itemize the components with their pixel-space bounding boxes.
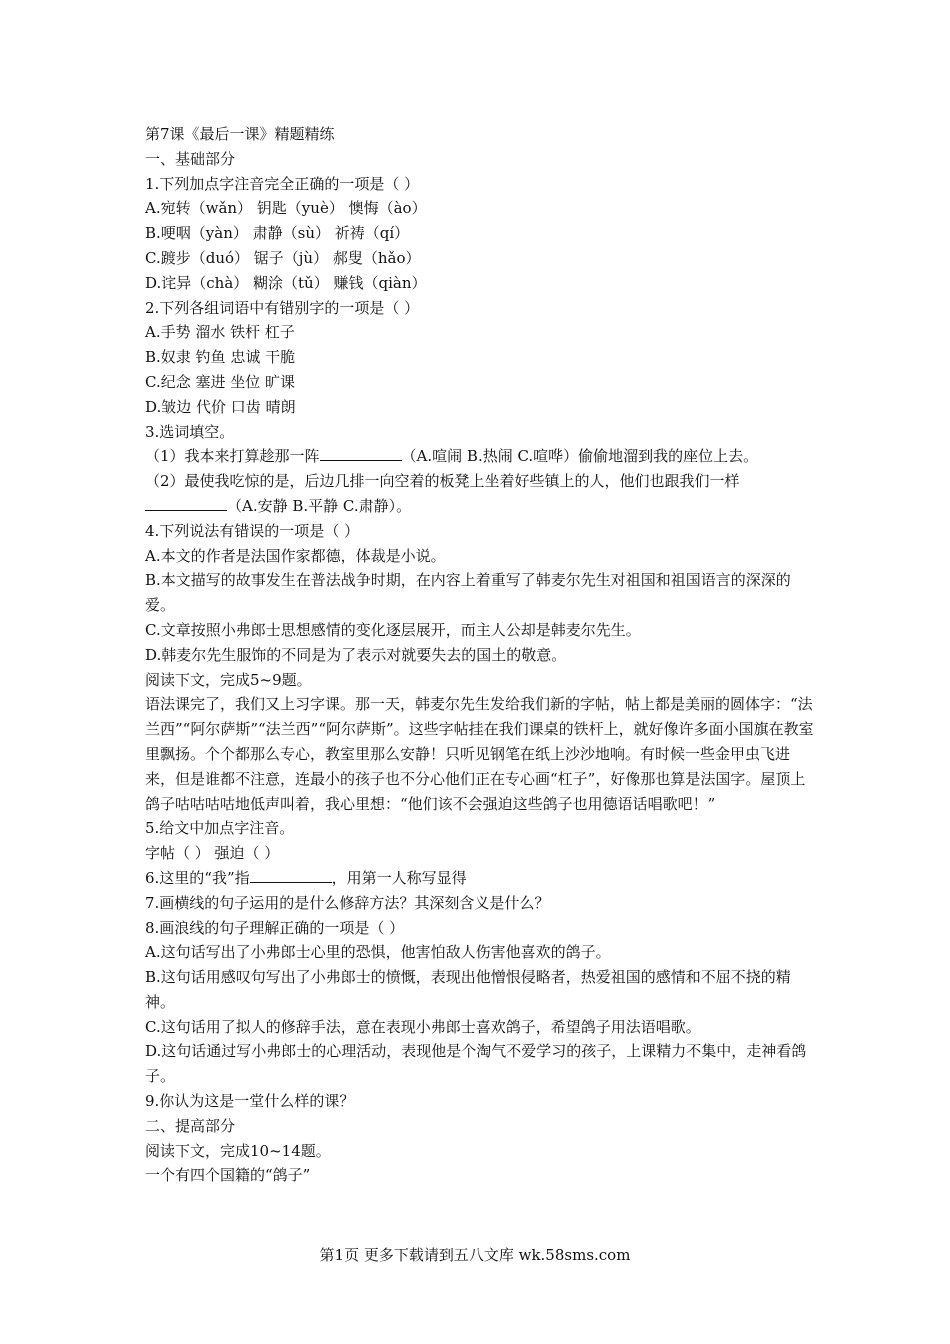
- question-5-items: 字帖（ ） 强迫（ ）: [145, 844, 280, 863]
- question-4-option-d: D.韩麦尔先生服饰的不同是为了表示对就要失去的国土的敬意。: [145, 645, 567, 664]
- question-6-post: ，用第一人称写显得: [331, 868, 467, 887]
- section-heading: 二、提高部分: [145, 1116, 236, 1135]
- answer-blank: [145, 494, 227, 511]
- question-1-option-b: B.哽咽（yàn） 肃静（sù） 祈祷（qí）: [145, 224, 410, 243]
- question-2-option-d: D.皱边 代价 口齿 晴朗: [145, 397, 296, 416]
- question-2-option-b: B.奴隶 钓鱼 忠诚 干脆: [145, 348, 296, 367]
- question-3-sentence-2: [145, 469, 815, 519]
- page-footer: 第1页 更多下载请到五八文库 wk.58sms.com: [319, 1246, 631, 1264]
- question-3-sentence-2-pre: （2）最使我吃惊的是，后边几排一向空着的板凳上坐着好些镇上的人，他们也跟我们一样: [145, 472, 740, 491]
- answer-blank: [250, 866, 332, 883]
- question-7: 7.画横线的句子运用的是什么修辞方法？其深刻含义是什么？: [145, 893, 550, 912]
- question-1-option-a: A.宛转（wǎn） 钥匙（yuè） 懊悔（ào）: [145, 199, 427, 218]
- question-6: [145, 866, 815, 891]
- question-8-option-b: B.这句话用感叹句写出了小弗郎士的愤慨，表现出他憎恨侵略者，热爱祖国的感情和不屈不挠的精神。: [145, 968, 791, 1011]
- reading-intro: 阅读下文，完成10~14题。: [145, 1141, 331, 1160]
- question-4-option-b: B.本文描写的故事发生在普法战争时期，在内容上着重写了韩麦尔先生对祖国和祖国语言的深深的爱。: [145, 571, 791, 615]
- question-8-option-c: C.这句话用了拟人的修辞手法，意在表现小弗郎士喜欢鸽子，希望鸽子用法语唱歌。: [145, 1017, 701, 1036]
- question-5-stem: 5.给文中加点字注音。: [145, 819, 295, 838]
- question-2-stem: 2.下列各组词语中有错别字的一项是（ ）: [145, 298, 420, 317]
- question-8-option-a: A.这句话写出了小弗郎士心里的恐惧，他害怕敌人伤害他喜欢的鸽子。: [145, 943, 611, 962]
- question-1-option-d: D.诧异（chà） 糊涂（tǔ） 赚钱（qiàn）: [145, 273, 427, 292]
- question-3-sentence-1: [145, 444, 815, 469]
- question-6-pre: 6.这里的“我”指: [145, 868, 250, 887]
- reading-intro: 阅读下文，完成5~9题。: [145, 670, 312, 689]
- question-4-option-c: C.文章按照小弗郎士思想感情的变化逐层展开，而主人公却是韩麦尔先生。: [145, 620, 641, 639]
- question-3-sentence-1-post: （A.喧闹 B.热闹 C.喧哗）偷偷地溜到我的座位上去。: [401, 447, 759, 466]
- question-1-stem: 1.下列加点字注音完全正确的一项是（ ）: [145, 174, 420, 193]
- answer-blank: [320, 444, 402, 461]
- question-4-option-a: A.本文的作者是法国作家都德，体裁是小说。: [145, 546, 446, 565]
- question-9: 9.你认为这是一堂什么样的课？: [145, 1092, 355, 1111]
- question-3-sentence-1-pre: （1）我本来打算趁那一阵: [145, 447, 320, 466]
- document-body: [145, 122, 815, 1188]
- page-title: 第7课《最后一课》精题精练: [145, 125, 335, 143]
- reading-title: 一个有四个国籍的“鸽子”: [145, 1166, 311, 1185]
- question-4-stem: 4.下列说法有错误的一项是（ ）: [145, 521, 360, 540]
- question-8-option-d: D.这句话通过写小弗郎士的心理活动，表现他是个淘气不爱学习的孩子，上课精力不集中，走神看鸽子。: [145, 1042, 807, 1086]
- question-2-option-c: C.纪念 塞进 坐位 旷课: [145, 372, 296, 391]
- reading-passage: 语法课完了，我们又上习字课。那一天，韩麦尔先生发给我们新的字帖，帖上都是美丽的圆体字：“法兰西”“阿尔萨斯”“法兰西”“阿尔萨斯”。这些字帖挂在我们课桌的铁杆上，就好像许多面小国旗在教室里飘扬。个个都那么专心，教室里那么安静！只听见钢笔在纸上沙沙地响。有时候一些金甲虫飞进来，但是谁都不注意，连最小的孩子也不分心他们正在专心画“杠子”，好像那也算是法国字。屋顶上鸽子咕咕咕咕地低声叫着，我心里想：“他们该不会强迫这些鸽子也用德语话唱歌吧！”: [145, 695, 814, 813]
- question-2-option-a: A.手势 溜水 铁杆 杠子: [145, 323, 295, 342]
- question-1-option-c: C.踱步（duó） 锯子（jù） 郝叟（hǎo）: [145, 248, 421, 267]
- question-3-sentence-2-post: （A.安静 B.平静 C.肃静）。: [227, 496, 412, 515]
- section-heading: 一、基础部分: [145, 149, 236, 168]
- question-8-stem: 8.画浪线的句子理解正确的一项是（ ）: [145, 918, 405, 937]
- question-3-stem: 3.选词填空。: [145, 422, 235, 441]
